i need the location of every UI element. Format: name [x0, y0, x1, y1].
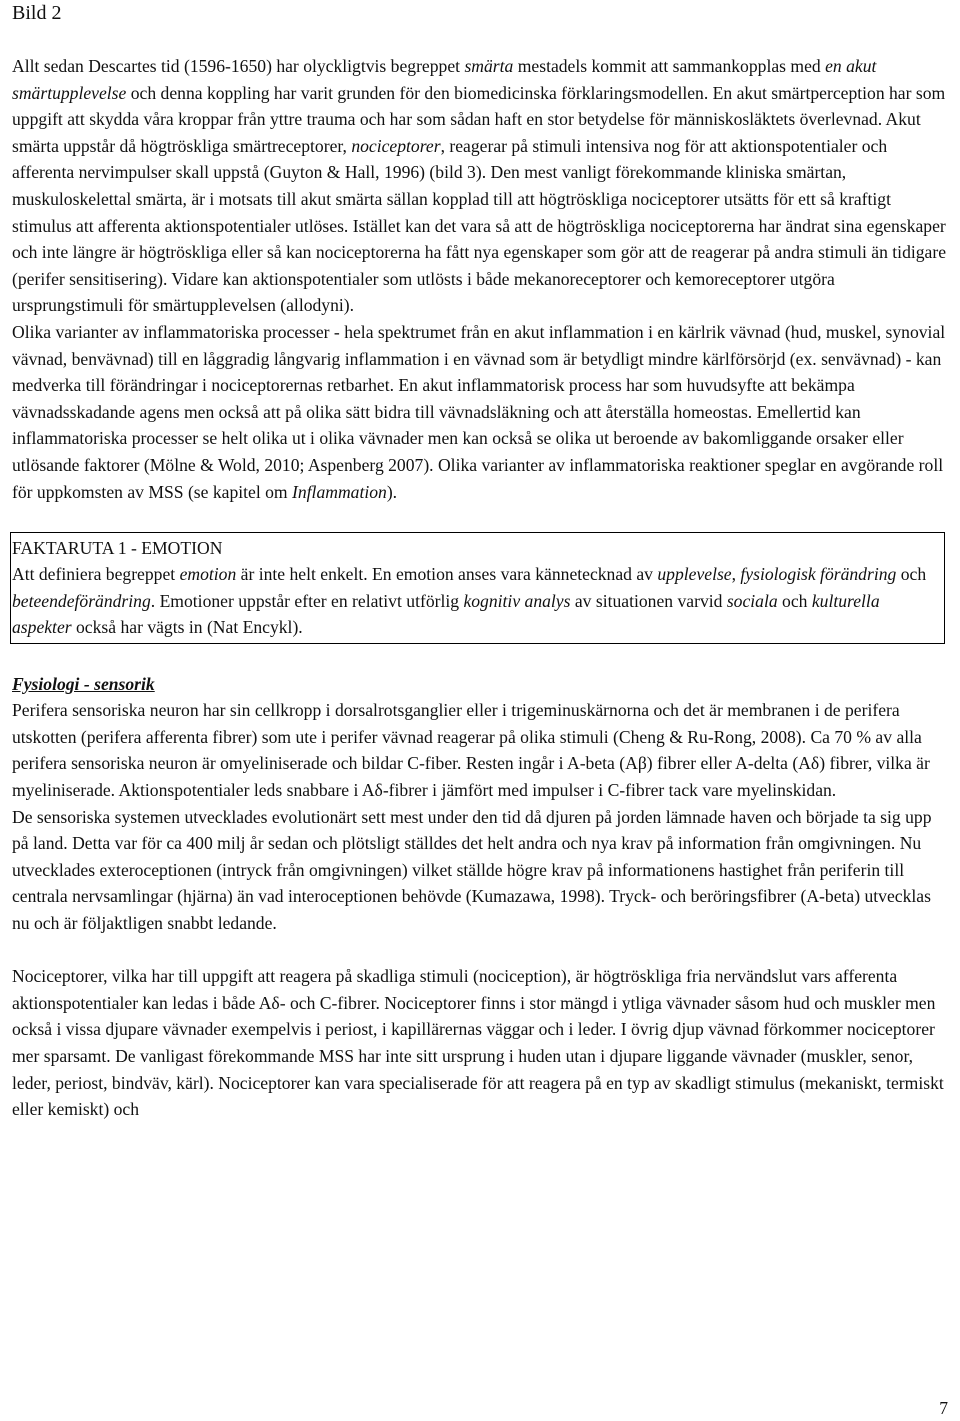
faktaruta-box — [10, 532, 945, 644]
faktaruta-text: Att definiera begreppet emotion är inte helt enkelt. En emotion anses vara kännetecknad av upplevelse, fysiologisk förändring och beteendeförändring. Emotioner uppstår efter en relativt utförlig kognitiv analys av situationen varvid sociala och kulturella aspekter också har vägts in (Nat Encykl). — [12, 564, 927, 638]
paragraph-sensory-neurons: Perifera sensoriska neuron har sin cellkropp i dorsalrotsganglier eller i trigeminuskärnorna och det är membranen i de perifera utskotten (perifera afferenta fibrer) som ute i perifer vävnad reagerar på olika stimuli (Cheng & Ru-Rong, 2008). Ca 70 % av alla perifera sensoriska neuron är omyeliniserade och bildar C-fiber. Resten ingår i A-beta (Aβ) fibrer eller A-delta (Aδ) fibrer, vilka är myeliniserade. Aktionspotentialer leds snabbare i Aδ-fibrer i jämfört med impulser i C-fibrer tack vare myelinskidan. — [12, 700, 930, 801]
paragraph-sensory-evolution: De sensoriska systemen utvecklades evolutionärt sett mest under den tid då djuren på jorden lämnade haven och började ta sig upp på land. Detta var för ca 400 milj år sedan och plötsligt ställdes det helt andra och nya krav på information från omgivningen. Nu utvecklades exteroceptionen (intryck från omgivningen) vilket ställde högre krav på informationens hastighet från periferin till centrala nervsamlingar (hjärna) än vad interoceptionen behövde (Kumazawa, 1998). Tryck- och beröringsfibrer (A-beta) utvecklas nu och är följaktligen snabbt ledande. — [12, 806, 932, 933]
page-heading: Bild 2 — [12, 2, 62, 24]
spacer — [12, 937, 948, 964]
document-page — [12, 0, 948, 1123]
page-number: 7 — [939, 1398, 948, 1418]
paragraph-nociceptors: Nociceptorer, vilka har till uppgift att reagera på skadliga stimuli (nociception), är högtröskliga fria nervändslut vars afferenta aktionspotentialer kan ledas i både Aδ- och C-fibrer. Nociceptorer finns i stor mängd i ytliga vävnader såsom hud och muskler men också i vissa djupare vävnader exempelvis i periost, i kapillärernas väggar och i leder. I övrig djup vävnad förkommer nociceptorer mer sparsamt. De vanligast förekommande MSS har inte sitt ursprung i huden utan i djupare liggande vävnader (muskler, senor, leder, periost, bindväv, kärl). Nociceptorer kan vara specialiserade för att reagera på en typ av skadligt stimulus (mekaniskt, termiskt eller kemiskt) och — [12, 966, 944, 1120]
spacer — [12, 505, 948, 532]
section-subheading: Fysiologi - sensorik — [12, 673, 155, 694]
spacer — [12, 644, 948, 671]
paragraph-pain-intro: Allt sedan Descartes tid (1596-1650) har olyckligtvis begreppet smärta mestadels kommit att sammankopplas med en akut smärtupplevelse och denna koppling har varit grunden för den biomedicinska förklaringsmodellen. En akut smärtperception har som uppgift att skydda våra kroppar från yttre trauma och har som sådan haft en stor betydelse för människosläktets överlevnad. Akut smärta uppstår då högtröskliga smärtreceptorer, nociceptorer, reagerar på stimuli intensiva nog för att aktionspotentialer och afferenta nervimpulser skall uppstå (Guyton & Hall, 1996) (bild 3). Den mest vanligt förekommande kliniska smärtan, muskuloskelettal smärta, är i motsats till akut smärta sällan kopplad till att högtröskliga nociceptorer utsätts för ett så kraftigt stimulus att afferenta aktionspotentialer utlöses. Istället kan det vara så att de högtröskliga nociceptorerna har ändrat sina egenskaper och inte längre är högtröskliga eller så kan nociceptorerna ha fått nya egenskaper som gör att de reagerar på andra stimuli än tidigare (perifer sensitisering). Vidare kan aktionspotentialer som utlösts i både mekanoreceptorer och kemoreceptorer utgöra ursprungstimuli för smärtupplevelsen (allodyni). — [12, 56, 947, 316]
faktaruta-title: FAKTARUTA 1 - EMOTION — [12, 537, 223, 558]
paragraph-inflammation: Olika varianter av inflammatoriska processer - hela spektrumet från en akut inflammation i en kärlrik vävnad (hud, muskel, synovial vävnad, benvävnad) till en låggradig långvarig inflammation i en vävnad som är betydligt mindre kärlförsörjd (ex. senvävnad) - kan medverka till förändringar i nociceptorernas retbarhet. En akut inflammatorisk process har som huvudsyfte att bekämpa vävnadsskadande agens men också att på olika sätt bidra till vävnadsläkning och att återställa homeostas. Emellertid kan inflammatoriska processer se helt olika ut i olika vävnader men kan också se olika ut beroende av bakomliggande orsaker eller utlösande faktorer (Mölne & Wold, 2010; Aspenberg 2007). Olika varianter av inflammatoriska reaktioner speglar en avgörande roll för uppkomsten av MSS (se kapitel om Inflammation). — [12, 321, 946, 502]
